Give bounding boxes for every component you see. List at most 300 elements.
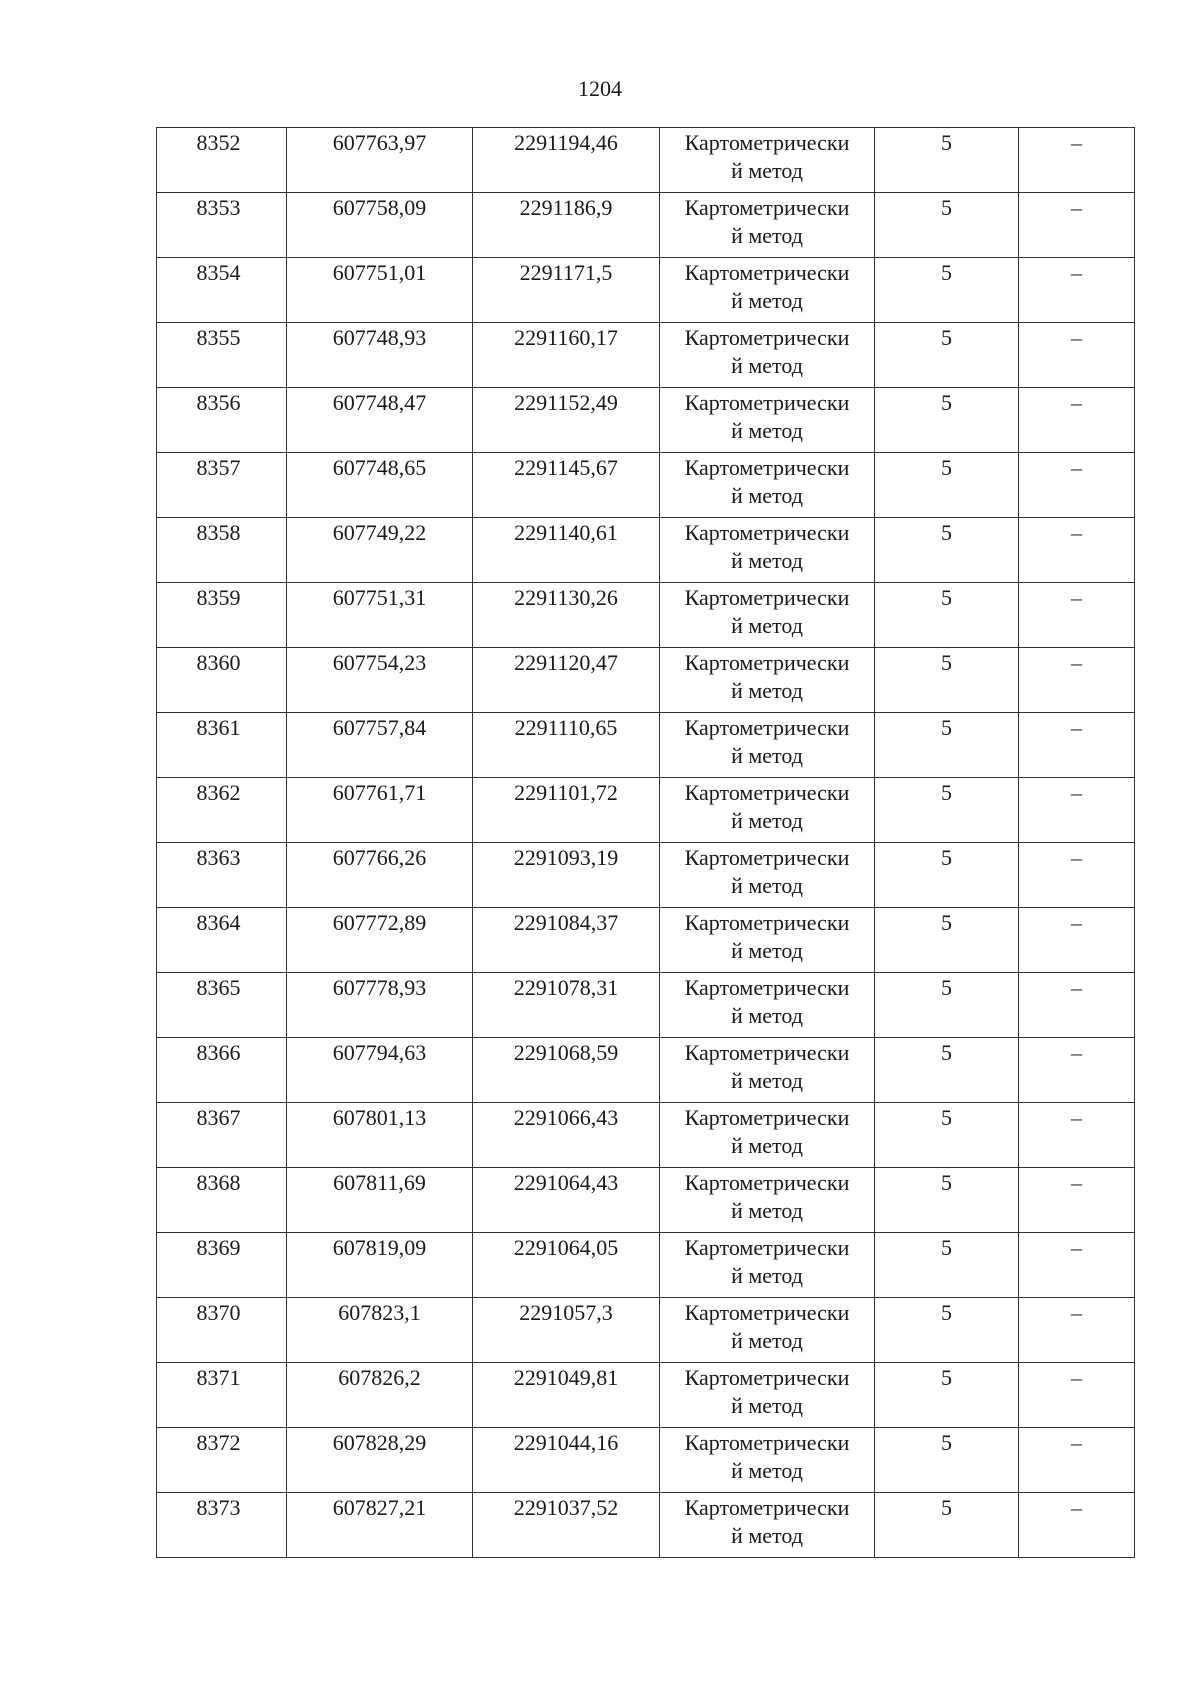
y-coordinate-cell bbox=[473, 713, 660, 778]
note-text: – bbox=[1071, 1365, 1082, 1390]
x-coordinate-text: 607794,63 bbox=[332, 1040, 427, 1065]
table-row bbox=[157, 778, 1135, 843]
x-coordinate-cell bbox=[287, 713, 473, 778]
accuracy-cell bbox=[875, 648, 1019, 713]
note-text: – bbox=[1071, 455, 1082, 480]
method-cell bbox=[660, 778, 875, 843]
x-coordinate-cell bbox=[287, 1038, 473, 1103]
note-cell bbox=[1019, 1233, 1135, 1298]
accuracy-text: 5 bbox=[941, 910, 952, 935]
table-row bbox=[157, 908, 1135, 973]
accuracy-cell bbox=[875, 1233, 1019, 1298]
table-row bbox=[157, 1298, 1135, 1363]
method-cell bbox=[660, 583, 875, 648]
point-number-text: 8353 bbox=[196, 195, 241, 220]
x-coordinate-text: 607811,69 bbox=[333, 1170, 426, 1195]
x-coordinate-cell bbox=[287, 388, 473, 453]
method-text-line-2: й метод bbox=[731, 678, 803, 703]
note-cell bbox=[1019, 1363, 1135, 1428]
method-text-line-2: й метод bbox=[731, 483, 803, 508]
accuracy-text: 5 bbox=[941, 1365, 952, 1390]
page-number: 1204 bbox=[578, 76, 622, 101]
table-row bbox=[157, 1233, 1135, 1298]
point-number-cell bbox=[157, 1233, 287, 1298]
y-coordinate-cell bbox=[473, 1233, 660, 1298]
method-text-line-1: Картометрически bbox=[684, 1365, 850, 1390]
y-coordinate-text: 2291093,19 bbox=[513, 845, 619, 870]
method-text-line-2: й метод bbox=[731, 1523, 803, 1548]
y-coordinate-text: 2291186,9 bbox=[519, 195, 613, 220]
x-coordinate-text: 607748,47 bbox=[332, 390, 427, 415]
x-coordinate-text: 607749,22 bbox=[332, 520, 427, 545]
coordinates-table-body bbox=[157, 128, 1135, 1558]
accuracy-text: 5 bbox=[941, 195, 952, 220]
method-text-line-2: й метод bbox=[731, 1003, 803, 1028]
method-text-line-2: й метод bbox=[731, 1458, 803, 1483]
note-text: – bbox=[1071, 1300, 1082, 1325]
point-number-text: 8360 bbox=[196, 650, 241, 675]
x-coordinate-cell bbox=[287, 908, 473, 973]
accuracy-cell bbox=[875, 388, 1019, 453]
point-number-cell bbox=[157, 648, 287, 713]
note-text: – bbox=[1071, 780, 1082, 805]
method-text-line-1: Картометрически bbox=[684, 130, 850, 155]
method-cell bbox=[660, 453, 875, 518]
x-coordinate-cell bbox=[287, 1298, 473, 1363]
note-text: – bbox=[1071, 1235, 1082, 1260]
note-cell bbox=[1019, 713, 1135, 778]
point-number-cell bbox=[157, 1168, 287, 1233]
y-coordinate-text: 2291160,17 bbox=[514, 325, 618, 350]
y-coordinate-cell bbox=[473, 258, 660, 323]
y-coordinate-text: 2291101,72 bbox=[514, 780, 618, 805]
point-number-text: 8357 bbox=[196, 455, 241, 480]
y-coordinate-text: 2291120,47 bbox=[514, 650, 618, 675]
point-number-text: 8367 bbox=[196, 1105, 241, 1130]
x-coordinate-cell bbox=[287, 1103, 473, 1168]
y-coordinate-cell bbox=[473, 973, 660, 1038]
accuracy-cell bbox=[875, 128, 1019, 193]
note-cell bbox=[1019, 323, 1135, 388]
note-cell bbox=[1019, 388, 1135, 453]
x-coordinate-cell bbox=[287, 258, 473, 323]
y-coordinate-text: 2291068,59 bbox=[513, 1040, 619, 1065]
y-coordinate-cell bbox=[473, 648, 660, 713]
y-coordinate-cell bbox=[473, 1168, 660, 1233]
y-coordinate-cell bbox=[473, 518, 660, 583]
y-coordinate-text: 2291066,43 bbox=[513, 1105, 619, 1130]
point-number-text: 8371 bbox=[196, 1365, 241, 1390]
point-number-cell bbox=[157, 518, 287, 583]
note-text: – bbox=[1071, 1170, 1082, 1195]
method-cell bbox=[660, 1038, 875, 1103]
x-coordinate-cell bbox=[287, 843, 473, 908]
table-row bbox=[157, 258, 1135, 323]
point-number-text: 8361 bbox=[196, 715, 241, 740]
accuracy-cell bbox=[875, 973, 1019, 1038]
note-cell bbox=[1019, 1493, 1135, 1558]
accuracy-cell bbox=[875, 323, 1019, 388]
method-text-line-2: й метод bbox=[731, 1133, 803, 1158]
point-number-text: 8358 bbox=[196, 520, 241, 545]
note-cell bbox=[1019, 128, 1135, 193]
note-text: – bbox=[1071, 845, 1082, 870]
method-cell bbox=[660, 713, 875, 778]
method-text-line-2: й метод bbox=[731, 1393, 803, 1418]
point-number-text: 8356 bbox=[196, 390, 241, 415]
point-number-cell bbox=[157, 843, 287, 908]
method-text-line-1: Картометрически bbox=[684, 585, 850, 610]
accuracy-text: 5 bbox=[941, 1300, 952, 1325]
accuracy-cell bbox=[875, 1038, 1019, 1103]
y-coordinate-text: 2291037,52 bbox=[513, 1495, 619, 1520]
method-cell bbox=[660, 973, 875, 1038]
note-text: – bbox=[1071, 585, 1082, 610]
y-coordinate-cell bbox=[473, 1298, 660, 1363]
table-row bbox=[157, 453, 1135, 518]
point-number-cell bbox=[157, 713, 287, 778]
accuracy-text: 5 bbox=[941, 845, 952, 870]
accuracy-text: 5 bbox=[941, 1105, 952, 1130]
method-text-line-2: й метод bbox=[731, 1263, 803, 1288]
point-number-text: 8366 bbox=[196, 1040, 241, 1065]
accuracy-text: 5 bbox=[941, 1170, 952, 1195]
method-text-line-2: й метод bbox=[731, 1068, 803, 1093]
accuracy-text: 5 bbox=[941, 1235, 952, 1260]
y-coordinate-text: 2291044,16 bbox=[513, 1430, 619, 1455]
x-coordinate-text: 607819,09 bbox=[332, 1235, 427, 1260]
method-text-line-1: Картометрически bbox=[684, 455, 850, 480]
method-text-line-2: й метод bbox=[731, 808, 803, 833]
method-cell bbox=[660, 258, 875, 323]
x-coordinate-text: 607826,2 bbox=[338, 1365, 421, 1390]
table-row bbox=[157, 1168, 1135, 1233]
point-number-cell bbox=[157, 193, 287, 258]
x-coordinate-text: 607828,29 bbox=[332, 1430, 427, 1455]
note-text: – bbox=[1071, 520, 1082, 545]
method-text-line-2: й метод bbox=[731, 353, 803, 378]
accuracy-text: 5 bbox=[941, 1495, 952, 1520]
method-cell bbox=[660, 648, 875, 713]
y-coordinate-cell bbox=[473, 1493, 660, 1558]
method-text-line-1: Картометрически bbox=[684, 1235, 850, 1260]
note-text: – bbox=[1071, 260, 1082, 285]
method-text-line-2: й метод bbox=[731, 223, 803, 248]
x-coordinate-text: 607801,13 bbox=[332, 1105, 427, 1130]
x-coordinate-text: 607827,21 bbox=[332, 1495, 427, 1520]
method-text-line-2: й метод bbox=[731, 548, 803, 573]
method-text-line-1: Картометрически bbox=[684, 260, 850, 285]
x-coordinate-text: 607748,93 bbox=[332, 325, 427, 350]
accuracy-text: 5 bbox=[941, 325, 952, 350]
note-cell bbox=[1019, 843, 1135, 908]
point-number-cell bbox=[157, 1103, 287, 1168]
point-number-cell bbox=[157, 388, 287, 453]
method-text-line-2: й метод bbox=[731, 743, 803, 768]
method-cell bbox=[660, 1233, 875, 1298]
method-text-line-1: Картометрически bbox=[684, 325, 850, 350]
note-cell bbox=[1019, 193, 1135, 258]
table-row bbox=[157, 128, 1135, 193]
x-coordinate-text: 607766,26 bbox=[332, 845, 427, 870]
accuracy-text: 5 bbox=[941, 780, 952, 805]
point-number-text: 8365 bbox=[196, 975, 241, 1000]
accuracy-text: 5 bbox=[941, 1040, 952, 1065]
table-row bbox=[157, 1103, 1135, 1168]
note-cell bbox=[1019, 1103, 1135, 1168]
accuracy-cell bbox=[875, 258, 1019, 323]
method-cell bbox=[660, 1428, 875, 1493]
x-coordinate-cell bbox=[287, 323, 473, 388]
accuracy-text: 5 bbox=[941, 455, 952, 480]
x-coordinate-cell bbox=[287, 1428, 473, 1493]
x-coordinate-cell bbox=[287, 1168, 473, 1233]
note-text: – bbox=[1071, 1495, 1082, 1520]
y-coordinate-cell bbox=[473, 453, 660, 518]
x-coordinate-text: 607763,97 bbox=[332, 130, 427, 155]
point-number-text: 8354 bbox=[196, 260, 241, 285]
method-text-line-2: й метод bbox=[731, 1198, 803, 1223]
x-coordinate-cell bbox=[287, 453, 473, 518]
method-text-line-1: Картометрически bbox=[684, 1040, 850, 1065]
x-coordinate-text: 607751,31 bbox=[332, 585, 427, 610]
point-number-cell bbox=[157, 1493, 287, 1558]
accuracy-cell bbox=[875, 1168, 1019, 1233]
note-cell bbox=[1019, 908, 1135, 973]
x-coordinate-cell bbox=[287, 518, 473, 583]
y-coordinate-text: 2291145,67 bbox=[514, 455, 618, 480]
note-text: – bbox=[1071, 325, 1082, 350]
point-number-text: 8370 bbox=[196, 1300, 241, 1325]
y-coordinate-text: 2291130,26 bbox=[514, 585, 618, 610]
accuracy-cell bbox=[875, 1493, 1019, 1558]
x-coordinate-text: 607823,1 bbox=[338, 1300, 421, 1325]
x-coordinate-text: 607758,09 bbox=[332, 195, 427, 220]
accuracy-text: 5 bbox=[941, 1430, 952, 1455]
note-text: – bbox=[1071, 715, 1082, 740]
method-cell bbox=[660, 908, 875, 973]
accuracy-cell bbox=[875, 1103, 1019, 1168]
note-text: – bbox=[1071, 130, 1082, 155]
x-coordinate-cell bbox=[287, 583, 473, 648]
accuracy-text: 5 bbox=[941, 390, 952, 415]
y-coordinate-text: 2291194,46 bbox=[514, 130, 618, 155]
y-coordinate-cell bbox=[473, 843, 660, 908]
coordinates-table-wrapper bbox=[156, 127, 1135, 1558]
y-coordinate-cell bbox=[473, 388, 660, 453]
accuracy-cell bbox=[875, 713, 1019, 778]
y-coordinate-cell bbox=[473, 1428, 660, 1493]
x-coordinate-cell bbox=[287, 778, 473, 843]
y-coordinate-text: 2291064,05 bbox=[513, 1235, 619, 1260]
table-row bbox=[157, 843, 1135, 908]
point-number-text: 8359 bbox=[196, 585, 241, 610]
method-text-line-1: Картометрически bbox=[684, 780, 850, 805]
table-row bbox=[157, 973, 1135, 1038]
method-text-line-2: й метод bbox=[731, 418, 803, 443]
accuracy-cell bbox=[875, 583, 1019, 648]
point-number-text: 8364 bbox=[196, 910, 241, 935]
table-row bbox=[157, 1493, 1135, 1558]
note-cell bbox=[1019, 1038, 1135, 1103]
table-row bbox=[157, 648, 1135, 713]
point-number-cell bbox=[157, 128, 287, 193]
accuracy-text: 5 bbox=[941, 585, 952, 610]
y-coordinate-text: 2291049,81 bbox=[513, 1365, 619, 1390]
point-number-cell bbox=[157, 1298, 287, 1363]
method-text-line-1: Картометрически bbox=[684, 845, 850, 870]
note-text: – bbox=[1071, 1105, 1082, 1130]
note-cell bbox=[1019, 648, 1135, 713]
note-cell bbox=[1019, 1168, 1135, 1233]
method-text-line-1: Картометрически bbox=[684, 1170, 850, 1195]
note-cell bbox=[1019, 1298, 1135, 1363]
method-text-line-1: Картометрически bbox=[684, 650, 850, 675]
note-text: – bbox=[1071, 975, 1082, 1000]
accuracy-cell bbox=[875, 1428, 1019, 1493]
y-coordinate-cell bbox=[473, 323, 660, 388]
x-coordinate-cell bbox=[287, 1363, 473, 1428]
point-number-cell bbox=[157, 973, 287, 1038]
method-text-line-1: Картометрически bbox=[684, 910, 850, 935]
table-row bbox=[157, 1038, 1135, 1103]
x-coordinate-cell bbox=[287, 128, 473, 193]
method-cell bbox=[660, 388, 875, 453]
method-cell bbox=[660, 843, 875, 908]
method-text-line-1: Картометрически bbox=[684, 1105, 850, 1130]
accuracy-text: 5 bbox=[941, 715, 952, 740]
point-number-cell bbox=[157, 778, 287, 843]
point-number-cell bbox=[157, 323, 287, 388]
point-number-text: 8369 bbox=[196, 1235, 241, 1260]
y-coordinate-text: 2291140,61 bbox=[514, 520, 618, 545]
x-coordinate-cell bbox=[287, 973, 473, 1038]
y-coordinate-text: 2291152,49 bbox=[514, 390, 618, 415]
accuracy-cell bbox=[875, 193, 1019, 258]
method-cell bbox=[660, 1103, 875, 1168]
x-coordinate-text: 607772,89 bbox=[332, 910, 427, 935]
y-coordinate-text: 2291057,3 bbox=[519, 1300, 613, 1325]
method-cell bbox=[660, 1298, 875, 1363]
accuracy-cell bbox=[875, 518, 1019, 583]
x-coordinate-cell bbox=[287, 1233, 473, 1298]
point-number-text: 8368 bbox=[196, 1170, 241, 1195]
point-number-text: 8352 bbox=[196, 130, 241, 155]
x-coordinate-text: 607778,93 bbox=[332, 975, 427, 1000]
point-number-text: 8363 bbox=[196, 845, 241, 870]
method-cell bbox=[660, 1168, 875, 1233]
point-number-cell bbox=[157, 583, 287, 648]
note-cell bbox=[1019, 453, 1135, 518]
note-cell bbox=[1019, 973, 1135, 1038]
note-cell bbox=[1019, 258, 1135, 323]
note-text: – bbox=[1071, 650, 1082, 675]
method-cell bbox=[660, 1363, 875, 1428]
note-text: – bbox=[1071, 1040, 1082, 1065]
note-cell bbox=[1019, 778, 1135, 843]
x-coordinate-text: 607757,84 bbox=[332, 715, 427, 740]
accuracy-cell bbox=[875, 778, 1019, 843]
point-number-text: 8372 bbox=[196, 1430, 241, 1455]
point-number-text: 8355 bbox=[196, 325, 241, 350]
table-row bbox=[157, 713, 1135, 778]
method-text-line-1: Картометрически bbox=[684, 1430, 850, 1455]
table-row bbox=[157, 583, 1135, 648]
table-row bbox=[157, 518, 1135, 583]
point-number-cell bbox=[157, 453, 287, 518]
method-text-line-2: й метод bbox=[731, 613, 803, 638]
accuracy-text: 5 bbox=[941, 975, 952, 1000]
x-coordinate-text: 607761,71 bbox=[332, 780, 427, 805]
accuracy-text: 5 bbox=[941, 130, 952, 155]
note-cell bbox=[1019, 583, 1135, 648]
coordinates-table bbox=[156, 127, 1135, 1558]
table-row bbox=[157, 388, 1135, 453]
method-cell bbox=[660, 1493, 875, 1558]
point-number-cell bbox=[157, 258, 287, 323]
x-coordinate-text: 607751,01 bbox=[332, 260, 427, 285]
method-text-line-1: Картометрически bbox=[684, 975, 850, 1000]
table-row bbox=[157, 1363, 1135, 1428]
note-text: – bbox=[1071, 390, 1082, 415]
y-coordinate-text: 2291110,65 bbox=[514, 715, 618, 740]
y-coordinate-cell bbox=[473, 1103, 660, 1168]
point-number-text: 8373 bbox=[196, 1495, 241, 1520]
accuracy-cell bbox=[875, 843, 1019, 908]
accuracy-cell bbox=[875, 908, 1019, 973]
table-row bbox=[157, 323, 1135, 388]
x-coordinate-cell bbox=[287, 1493, 473, 1558]
method-text-line-1: Картометрически bbox=[684, 390, 850, 415]
x-coordinate-text: 607754,23 bbox=[332, 650, 427, 675]
accuracy-text: 5 bbox=[941, 260, 952, 285]
method-text-line-1: Картометрически bbox=[684, 1495, 850, 1520]
method-text-line-2: й метод bbox=[731, 288, 803, 313]
method-text-line-1: Картометрически bbox=[684, 1300, 850, 1325]
method-cell bbox=[660, 518, 875, 583]
x-coordinate-cell bbox=[287, 193, 473, 258]
y-coordinate-cell bbox=[473, 193, 660, 258]
method-text-line-2: й метод bbox=[731, 1328, 803, 1353]
y-coordinate-cell bbox=[473, 1363, 660, 1428]
y-coordinate-cell bbox=[473, 583, 660, 648]
y-coordinate-text: 2291078,31 bbox=[513, 975, 619, 1000]
method-text-line-2: й метод bbox=[731, 873, 803, 898]
accuracy-text: 5 bbox=[941, 650, 952, 675]
accuracy-cell bbox=[875, 1363, 1019, 1428]
point-number-text: 8362 bbox=[196, 780, 241, 805]
method-text-line-1: Картометрически bbox=[684, 520, 850, 545]
method-cell bbox=[660, 128, 875, 193]
note-cell bbox=[1019, 518, 1135, 583]
y-coordinate-cell bbox=[473, 1038, 660, 1103]
method-text-line-2: й метод bbox=[731, 158, 803, 183]
accuracy-cell bbox=[875, 453, 1019, 518]
y-coordinate-text: 2291171,5 bbox=[519, 260, 613, 285]
point-number-cell bbox=[157, 1428, 287, 1493]
y-coordinate-cell bbox=[473, 778, 660, 843]
y-coordinate-cell bbox=[473, 908, 660, 973]
table-row bbox=[157, 1428, 1135, 1493]
note-text: – bbox=[1071, 195, 1082, 220]
y-coordinate-text: 2291084,37 bbox=[513, 910, 619, 935]
point-number-cell bbox=[157, 908, 287, 973]
point-number-cell bbox=[157, 1038, 287, 1103]
x-coordinate-text: 607748,65 bbox=[332, 455, 427, 480]
accuracy-text: 5 bbox=[941, 520, 952, 545]
method-text-line-1: Картометрически bbox=[684, 195, 850, 220]
note-text: – bbox=[1071, 910, 1082, 935]
